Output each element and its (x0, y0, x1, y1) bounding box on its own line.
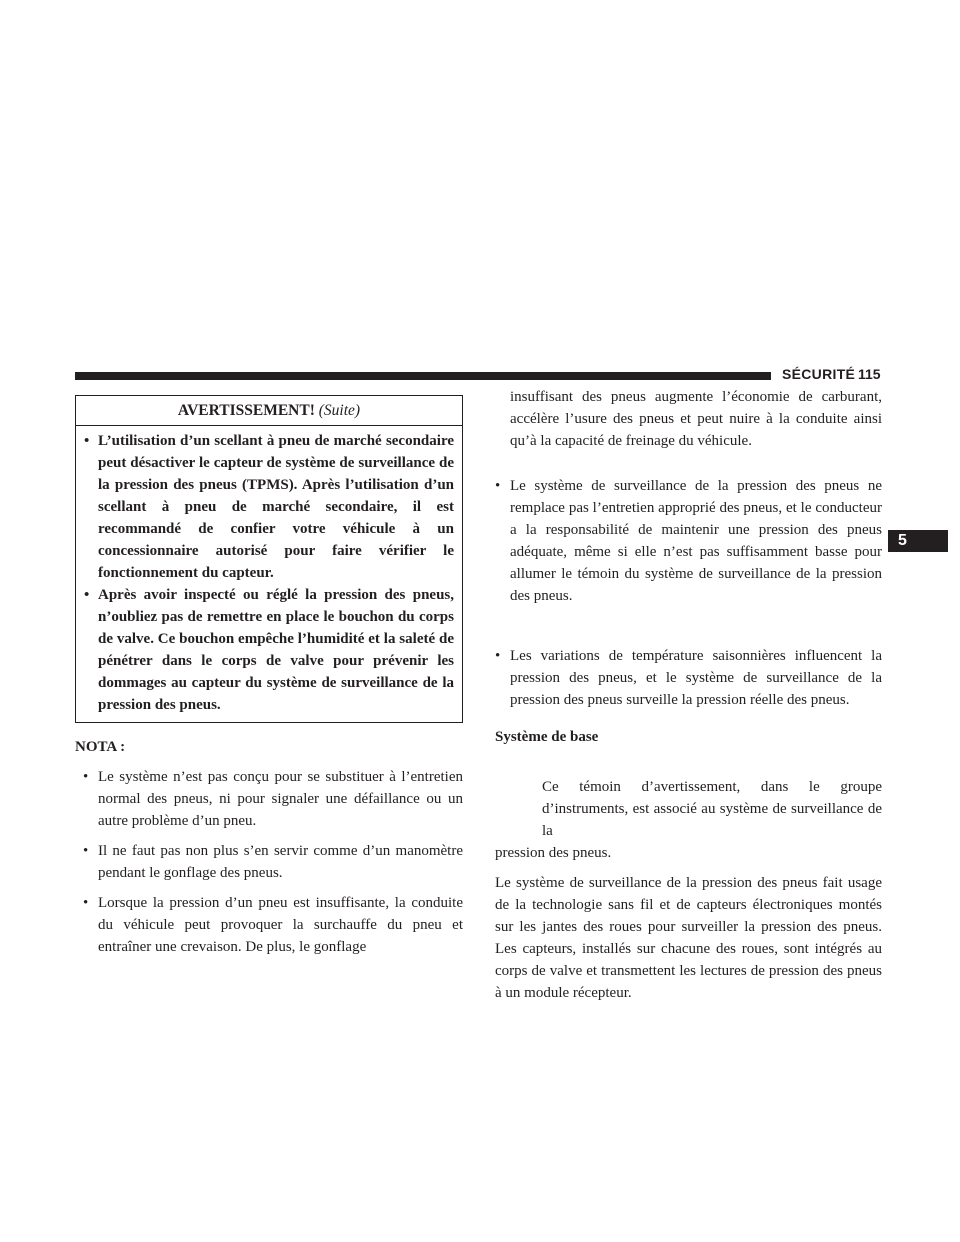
note-item-split (75, 892, 463, 958)
note-item: • Le système de surveillance de la pression des pneus ne remplace pas l’entretien approprié des pneus, et le conducteur a la responsabilité de maintenir une pression des pneus adéquate, même si elle n’est pas suffisamment basse pour allumer le témoin du système de surveillance de la pression des pneus. (495, 475, 882, 607)
section-header: SÉCURITÉ (782, 366, 856, 382)
page-number: 115 (858, 366, 881, 382)
section-title: Système de base (495, 729, 599, 745)
note-item-part: insuffisant des pneus augmente l’économie de carburant, accélère l’usure des pneus et peut nuire à la conduite ainsi qu’à la capacité de freinage du véhicule. (510, 389, 882, 449)
warning-body (76, 426, 462, 722)
warning-title-text: AVERTISSEMENT! (177, 402, 315, 419)
right-column (495, 386, 882, 1004)
indicator-text-rest: pression des pneus. (495, 845, 612, 861)
chapter-tab: 5 (888, 530, 948, 552)
warning-title (76, 396, 462, 426)
note-item: • Il ne faut pas non plus s’en servir comme d’un manomètre pendant le gonflage des pneus. (75, 840, 463, 884)
left-column (75, 395, 463, 958)
note-label: NOTA : (75, 739, 126, 755)
warning-box (75, 395, 463, 723)
warning-item: • Après avoir inspecté ou réglé la pression des pneus, n’oubliez pas de remettre en place le bouchon du corps de valve. Ce bouchon empêche l’humidité et la saleté de pénétrer dans le corps de valve pour prévenir les dommages au capteur du système de surveillance de la pression des pneus. (84, 584, 454, 716)
indicator-paragraph (495, 776, 882, 864)
section-body: Le système de surveillance de la pression des pneus fait usage de la technologie sans fil et de capteurs électroniques montés sur les jantes des roues pour surveiller la pression des pneus. Les capteurs, installés sur chacune des roues, sont intégrés au corps de valve et transmettent les lectures de pression des pneus à un module récepteur. (495, 875, 882, 1001)
header-rule (75, 372, 771, 380)
note-item-part: Lorsque la pression d’un pneu est insuffisante, la conduite du véhicule peut provoquer la surchauffe du pneu et entraîner une crevaison. De plus, le gonflage (98, 895, 463, 955)
warning-item: • L’utilisation d’un scellant à pneu de marché secondaire peut désactiver le capteur de système de surveillance de la pression des pneus (TPMS). Après l’utilisation d’un scellant à pneu de marché secondaire, il est recommandé de confier votre véhicule à un concessionnaire autorisé pour faire vérifier le fonctionnement du capteur. (84, 430, 454, 584)
note-item: • Le système n’est pas conçu pour se substituer à l’entretien normal des pneus, ni pour signaler une défaillance ou un autre problème d’un pneu. (75, 766, 463, 832)
note-item: • Les variations de température saisonnières influencent la pression des pneus, et le système de surveillance de la pression des pneus surveille la pression réelle des pneus. (495, 645, 882, 711)
indicator-text (495, 776, 882, 864)
warning-title-suffix: (Suite) (318, 402, 361, 419)
indicator-text-indented: Ce témoin d’avertissement, dans le groupe d’instruments, est associé au système de surveillance de la (542, 779, 882, 839)
note-item-continuation (495, 386, 882, 452)
